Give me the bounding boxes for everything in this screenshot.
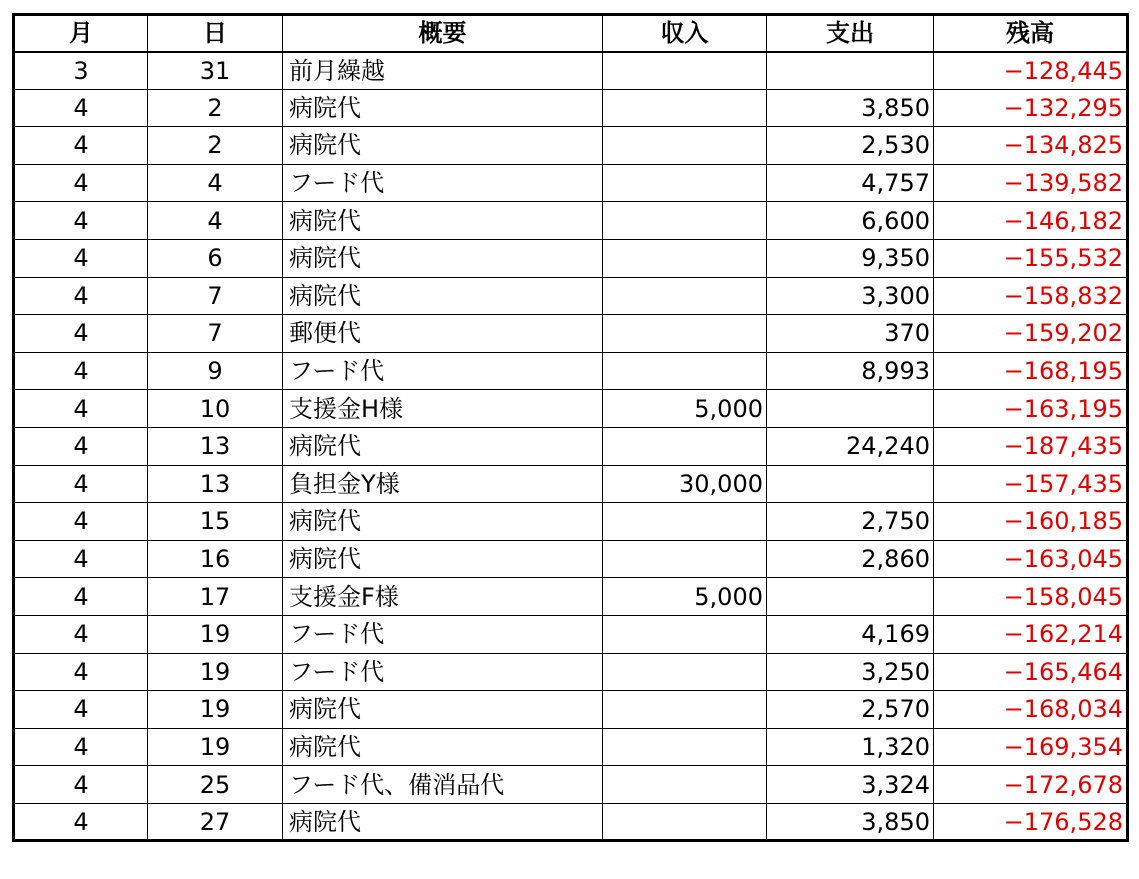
cell-expense[interactable]: 1,320	[767, 728, 934, 766]
cell-income[interactable]	[603, 52, 767, 90]
cell-expense[interactable]: 9,350	[767, 239, 934, 277]
cell-expense[interactable]: 2,750	[767, 503, 934, 541]
table-row	[14, 766, 1128, 804]
cell-day[interactable]: 19	[148, 653, 283, 691]
cell-description[interactable]: 病院代	[283, 540, 603, 578]
cell-income[interactable]	[603, 691, 767, 729]
cell-expense[interactable]: 3,850	[767, 89, 934, 127]
cell-balance[interactable]: −128,445	[934, 52, 1128, 90]
table-row	[14, 164, 1128, 202]
cell-day[interactable]: 16	[148, 540, 283, 578]
cell-description[interactable]: 病院代	[283, 691, 603, 729]
cell-expense[interactable]: 4,169	[767, 615, 934, 653]
header-row	[14, 15, 1128, 52]
cell-expense[interactable]: 3,250	[767, 653, 934, 691]
cell-expense[interactable]	[767, 52, 934, 90]
cell-balance[interactable]: −134,825	[934, 127, 1128, 165]
cell-balance[interactable]: −160,185	[934, 503, 1128, 541]
cell-balance[interactable]: −159,202	[934, 315, 1128, 353]
cell-income[interactable]	[603, 127, 767, 165]
cell-day[interactable]: 2	[148, 127, 283, 165]
cell-month[interactable]: 4	[14, 691, 148, 729]
cell-description[interactable]: 病院代	[283, 803, 603, 841]
cell-expense[interactable]: 2,570	[767, 691, 934, 729]
cell-day[interactable]: 6	[148, 239, 283, 277]
cell-income[interactable]: 5,000	[603, 390, 767, 428]
cell-income[interactable]	[603, 315, 767, 353]
table-row	[14, 202, 1128, 240]
cell-expense[interactable]: 2,530	[767, 127, 934, 165]
table-row	[14, 728, 1128, 766]
cell-expense[interactable]: 4,757	[767, 164, 934, 202]
table-row	[14, 540, 1128, 578]
table-row	[14, 465, 1128, 503]
cell-income[interactable]: 5,000	[603, 578, 767, 616]
cell-month[interactable]: 4	[14, 615, 148, 653]
cell-description[interactable]: 病院代	[283, 728, 603, 766]
cell-balance[interactable]: −139,582	[934, 164, 1128, 202]
cell-day[interactable]: 7	[148, 315, 283, 353]
column-header-income[interactable]: 収入	[603, 15, 767, 52]
cell-income[interactable]	[603, 803, 767, 841]
cell-month[interactable]: 4	[14, 315, 148, 353]
cell-income[interactable]	[603, 653, 767, 691]
column-header-month[interactable]: 月	[14, 15, 148, 52]
cell-balance[interactable]: −172,678	[934, 766, 1128, 804]
table-row	[14, 127, 1128, 165]
cell-day[interactable]: 27	[148, 803, 283, 841]
table-row	[14, 653, 1128, 691]
cell-balance[interactable]: −165,464	[934, 653, 1128, 691]
cell-day[interactable]: 19	[148, 691, 283, 729]
cell-income[interactable]	[603, 352, 767, 390]
cell-description[interactable]: 病院代	[283, 277, 603, 315]
cell-income[interactable]	[603, 766, 767, 804]
cell-expense[interactable]: 6,600	[767, 202, 934, 240]
cell-expense[interactable]	[767, 578, 934, 616]
cell-balance[interactable]: −163,195	[934, 390, 1128, 428]
cell-balance[interactable]: −163,045	[934, 540, 1128, 578]
cell-balance[interactable]: −158,832	[934, 277, 1128, 315]
cell-balance[interactable]: −155,532	[934, 239, 1128, 277]
cell-description[interactable]: 病院代	[283, 239, 603, 277]
table-row	[14, 578, 1128, 616]
cell-income[interactable]	[603, 540, 767, 578]
cell-income[interactable]	[603, 615, 767, 653]
cell-month[interactable]: 4	[14, 89, 148, 127]
ledger-body	[14, 52, 1128, 841]
cell-income[interactable]	[603, 277, 767, 315]
table-row	[14, 503, 1128, 541]
cell-description[interactable]: 病院代	[283, 427, 603, 465]
cell-day[interactable]: 17	[148, 578, 283, 616]
cell-description[interactable]: 病院代	[283, 202, 603, 240]
table-row	[14, 52, 1128, 90]
cell-description[interactable]: フード代	[283, 352, 603, 390]
column-header-day[interactable]: 日	[148, 15, 283, 52]
cell-income[interactable]	[603, 164, 767, 202]
cell-balance[interactable]: −132,295	[934, 89, 1128, 127]
column-header-description[interactable]: 概要	[283, 15, 603, 52]
cell-month[interactable]: 4	[14, 540, 148, 578]
table-row	[14, 427, 1128, 465]
cell-month[interactable]: 4	[14, 465, 148, 503]
cell-balance[interactable]: −176,528	[934, 803, 1128, 841]
cell-balance[interactable]: −146,182	[934, 202, 1128, 240]
cell-expense[interactable]: 3,300	[767, 277, 934, 315]
cell-day[interactable]: 13	[148, 427, 283, 465]
ledger-header	[14, 15, 1128, 52]
cell-balance[interactable]: −168,195	[934, 352, 1128, 390]
cell-balance[interactable]: −158,045	[934, 578, 1128, 616]
cell-day[interactable]: 13	[148, 465, 283, 503]
cell-expense[interactable]: 3,850	[767, 803, 934, 841]
cell-month[interactable]: 4	[14, 578, 148, 616]
cell-month[interactable]: 4	[14, 127, 148, 165]
cell-month[interactable]: 4	[14, 202, 148, 240]
cell-expense[interactable]: 370	[767, 315, 934, 353]
cell-description[interactable]: 病院代	[283, 127, 603, 165]
cell-day[interactable]: 19	[148, 615, 283, 653]
cell-income[interactable]	[603, 239, 767, 277]
table-row	[14, 390, 1128, 428]
cell-expense[interactable]: 24,240	[767, 427, 934, 465]
cell-month[interactable]: 4	[14, 164, 148, 202]
table-row	[14, 239, 1128, 277]
cell-month[interactable]: 4	[14, 352, 148, 390]
cell-balance[interactable]: −187,435	[934, 427, 1128, 465]
cell-day[interactable]: 25	[148, 766, 283, 804]
cell-balance[interactable]: −157,435	[934, 465, 1128, 503]
cell-day[interactable]: 4	[148, 164, 283, 202]
cell-balance[interactable]: −169,354	[934, 728, 1128, 766]
cell-income[interactable]: 30,000	[603, 465, 767, 503]
cell-description[interactable]: フード代	[283, 653, 603, 691]
table-row	[14, 615, 1128, 653]
cell-day[interactable]: 9	[148, 352, 283, 390]
table-row	[14, 352, 1128, 390]
cell-balance[interactable]: −168,034	[934, 691, 1128, 729]
cell-day[interactable]: 15	[148, 503, 283, 541]
cell-description[interactable]: 支援金H様	[283, 390, 603, 428]
table-row	[14, 803, 1128, 841]
cell-balance[interactable]: −162,214	[934, 615, 1128, 653]
cell-expense[interactable]: 8,993	[767, 352, 934, 390]
cell-day[interactable]: 2	[148, 89, 283, 127]
cell-description[interactable]: フード代、備消品代	[283, 766, 603, 804]
cell-description[interactable]: 郵便代	[283, 315, 603, 353]
cell-month[interactable]: 4	[14, 427, 148, 465]
cell-day[interactable]: 10	[148, 390, 283, 428]
cell-description[interactable]: フード代	[283, 615, 603, 653]
cell-income[interactable]	[603, 202, 767, 240]
cell-description[interactable]: 病院代	[283, 503, 603, 541]
cell-month[interactable]: 4	[14, 728, 148, 766]
cell-month[interactable]: 4	[14, 503, 148, 541]
cell-description[interactable]: 前月繰越	[283, 52, 603, 90]
cell-income[interactable]	[603, 427, 767, 465]
cell-month[interactable]: 4	[14, 390, 148, 428]
cell-day[interactable]: 31	[148, 52, 283, 90]
table-row	[14, 315, 1128, 353]
table-row	[14, 691, 1128, 729]
cell-description[interactable]: 負担金Y様	[283, 465, 603, 503]
cell-day[interactable]: 19	[148, 728, 283, 766]
cell-income[interactable]	[603, 503, 767, 541]
column-header-balance[interactable]: 残高	[934, 15, 1128, 52]
cell-income[interactable]	[603, 89, 767, 127]
cell-month[interactable]: 4	[14, 277, 148, 315]
cell-month[interactable]: 3	[14, 52, 148, 90]
cell-month[interactable]: 4	[14, 653, 148, 691]
cell-expense[interactable]: 2,860	[767, 540, 934, 578]
cell-description[interactable]: フード代	[283, 164, 603, 202]
column-header-expense[interactable]: 支出	[767, 15, 934, 52]
cell-month[interactable]: 4	[14, 239, 148, 277]
cell-month[interactable]: 4	[14, 766, 148, 804]
cell-expense[interactable]	[767, 465, 934, 503]
cell-expense[interactable]: 3,324	[767, 766, 934, 804]
cell-day[interactable]: 7	[148, 277, 283, 315]
cell-expense[interactable]	[767, 390, 934, 428]
table-row	[14, 277, 1128, 315]
cell-description[interactable]: 病院代	[283, 89, 603, 127]
cell-income[interactable]	[603, 728, 767, 766]
cell-month[interactable]: 4	[14, 803, 148, 841]
cell-day[interactable]: 4	[148, 202, 283, 240]
cell-description[interactable]: 支援金F様	[283, 578, 603, 616]
ledger-table	[12, 13, 1129, 842]
table-row	[14, 89, 1128, 127]
